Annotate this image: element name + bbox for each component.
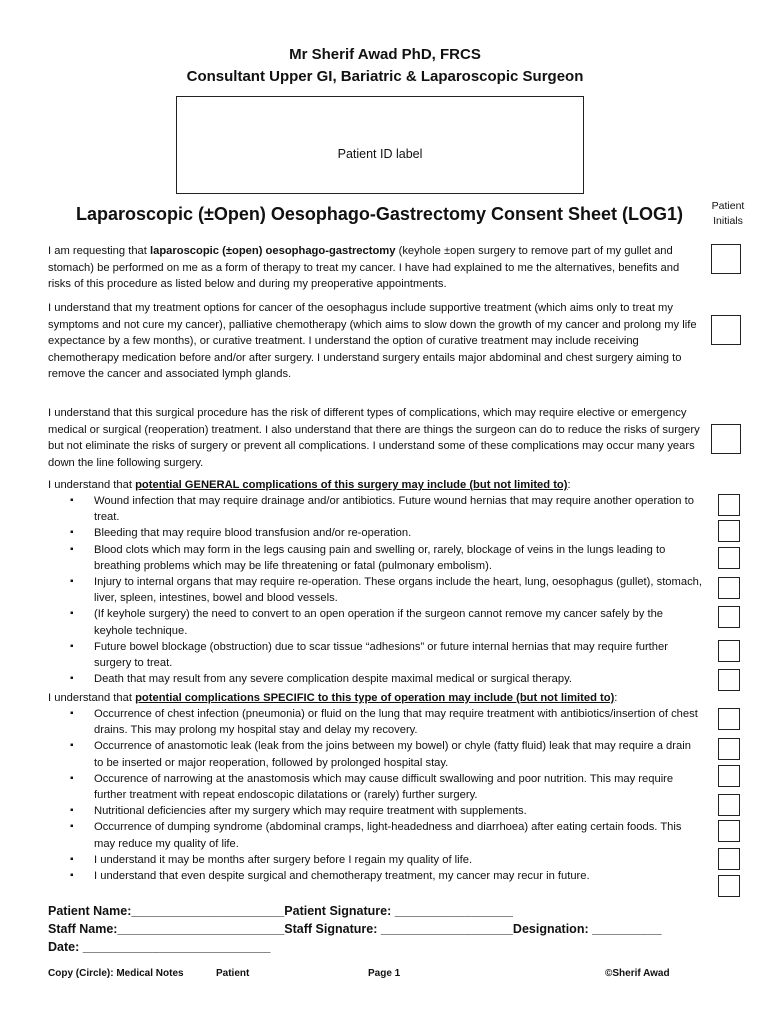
initials-box-risks[interactable]: [711, 424, 741, 454]
general-complications-list: [48, 493, 703, 687]
consent-paragraph-treatment-options: I understand that my treatment options for cancer of the oesophagus include supportive treatment (which aims only to treat my symptoms and not cure my cancer), palliative chemotherapy (which aims to slow down the growth of my cancer and prolong my life expectance by a few months), or curative treatment. I understand the option of curative treatment may include receiving chemotherapy medication before and/or after surgery. I understand surgery entails major abdominal and chest surgery aiming to remove the cancer and associated lymph glands.: [48, 302, 697, 380]
footer-copyright: ©Sherif Awad: [605, 968, 670, 979]
general-complication-item: ▪ Death that may result from any severe complication despite maximal medical or surgical therapy.: [48, 671, 703, 687]
initials-box-specific-4[interactable]: [718, 794, 740, 816]
specific-complication-item: ▪ I understand that even despite surgical and chemotherapy treatment, my cancer may recur in future.: [48, 868, 703, 884]
specific-complication-item: ▪ Occurrence of chest infection (pneumonia) or fluid on the lung that may require treatment with antibiotics/insertion of chest drains. This may prolong my hospital stay and delay my recovery.: [48, 706, 703, 738]
general-complication-item: ▪ Injury to internal organs that may require re-operation. These organs include the heart, lung, oesophagus (gullet), stomach, liver, spleen, intestines, bowel and blood vessels.: [48, 574, 703, 606]
general-complications-intro: [48, 477, 571, 493]
initials-box-general-1[interactable]: [718, 494, 740, 516]
consent-paragraph-risks: I understand that this surgical procedure has the risk of different types of complications, which may require elective or emergency medical or surgical (reoperation) treatment. I also understand that there are things the surgeon can do to reduce the risks of surgery but not eliminate the risks of surgery or prevent all complications. I understand some of these complications may occur many years down the line following surgery.: [48, 407, 700, 469]
footer-copy-label: Copy (Circle): Medical Notes: [48, 968, 184, 979]
initials-box-general-3[interactable]: [718, 547, 740, 569]
patient-id-label-box: [176, 96, 584, 194]
specific-complication-item: ▪ I understand it may be months after surgery before I regain my quality of life.: [48, 852, 703, 868]
p1-pre: I am requesting that: [48, 245, 150, 257]
initials-box-general-4[interactable]: [718, 577, 740, 599]
footer-patient-label: Patient: [216, 968, 250, 979]
document-title: Laparoscopic (±Open) Oesophago-Gastrectomy Consent Sheet (LOG1): [76, 204, 683, 224]
initials-box-general-5[interactable]: [718, 606, 740, 628]
specific-complication-item: ▪ Occurrence of anastomotic leak (leak from the joins between my bowel) or chyle (fatty fluid) leak that may require a drain to be inserted or major reoperation, followed by prolonged hospital stay.: [48, 738, 703, 770]
general-complication-item: ▪ Wound infection that may require drainage and/or antibiotics. Future wound hernias that may require another operation to treat.: [48, 493, 703, 525]
initials-box-general-7[interactable]: [718, 669, 740, 691]
specific-intro-emphasis: potential complications SPECIFIC to this type of operation may include (but not limited to): [135, 692, 615, 704]
patient-initials-header: [700, 199, 756, 229]
general-intro-emphasis: potential GENERAL complications of this surgery may include (but not limited to): [135, 479, 568, 491]
consent-paragraph-procedure: [48, 243, 703, 293]
general-complication-item: ▪ Future bowel blockage (obstruction) due to scar tissue “adhesions” or future internal hernias that may require further surgery to treat.: [48, 639, 703, 671]
date-line[interactable]: Date: ___________________________: [48, 940, 271, 954]
specific-complication-item: ▪ Nutritional deficiencies after my surgery which may require treatment with supplements.: [48, 803, 703, 819]
specific-complications-intro: [48, 690, 617, 706]
specific-intro-pre: I understand that: [48, 692, 136, 704]
specific-complication-item: ▪ Occurrence of dumping syndrome (abdominal cramps, light-headedness and diarrhoea) after eating certain foods. This may reduce my quality of life.: [48, 819, 703, 851]
p1-post: (keyhole ±open surgery to remove part of my gullet and stomach) be performed on me as a form of therapy to treat my cancer. I have had explained to me the alternatives, benefits and risks of this procedure as listed below and during my preoperative appointments.: [48, 245, 680, 290]
footer-page-number: Page 1: [368, 968, 401, 979]
initials-box-specific-6[interactable]: [718, 848, 740, 870]
specific-complication-item: ▪ Occurence of narrowing at the anastomosis which may cause difficult swallowing and poor nutrition. This may require further treatment with repeat endoscopic dilatations or (rarely) further surgery.: [48, 771, 703, 803]
initials-box-specific-3[interactable]: [718, 765, 740, 787]
initials-box-procedure[interactable]: [711, 244, 741, 274]
initials-label-line2: Initials: [713, 215, 743, 227]
initials-label-line1: Patient: [711, 200, 745, 212]
specific-intro-post: :: [614, 692, 618, 704]
general-intro-post: :: [567, 479, 571, 491]
general-complication-item: ▪ (If keyhole surgery) the need to convert to an open operation if the surgeon cannot remove my cancer safely by the keyhole technique.: [48, 606, 703, 638]
initials-box-treatment-options[interactable]: [711, 315, 741, 345]
initials-box-specific-1[interactable]: [718, 708, 740, 730]
general-intro-pre: I understand that: [48, 479, 136, 491]
surgeon-title: Consultant Upper GI, Bariatric & Laparoscopic Surgeon: [186, 68, 584, 85]
patient-id-label-text: Patient ID label: [337, 147, 423, 161]
initials-box-general-6[interactable]: [718, 640, 740, 662]
procedure-name: laparoscopic (±open) oesophago-gastrectomy: [150, 245, 396, 257]
surgeon-name: Mr Sherif Awad PhD, FRCS: [289, 46, 481, 63]
patient-name-signature-line[interactable]: Patient Name:______________________Patient Signature: _________________: [48, 904, 513, 918]
initials-box-specific-2[interactable]: [718, 738, 740, 760]
general-complication-item: ▪ Blood clots which may form in the legs causing pain and swelling or, rarely, blockage of veins in the lungs leading to breathing problems which may be life threatening or fatal (pulmonary embolism).: [48, 542, 703, 574]
specific-complications-list: [48, 706, 703, 884]
initials-box-specific-5[interactable]: [718, 820, 740, 842]
initials-box-specific-7[interactable]: [718, 875, 740, 897]
general-complication-item: ▪ Bleeding that may require blood transfusion and/or re-operation.: [48, 525, 703, 541]
initials-box-general-2[interactable]: [718, 520, 740, 542]
staff-name-signature-line[interactable]: Staff Name:________________________Staff Signature: ___________________Designation: __________: [48, 922, 662, 936]
